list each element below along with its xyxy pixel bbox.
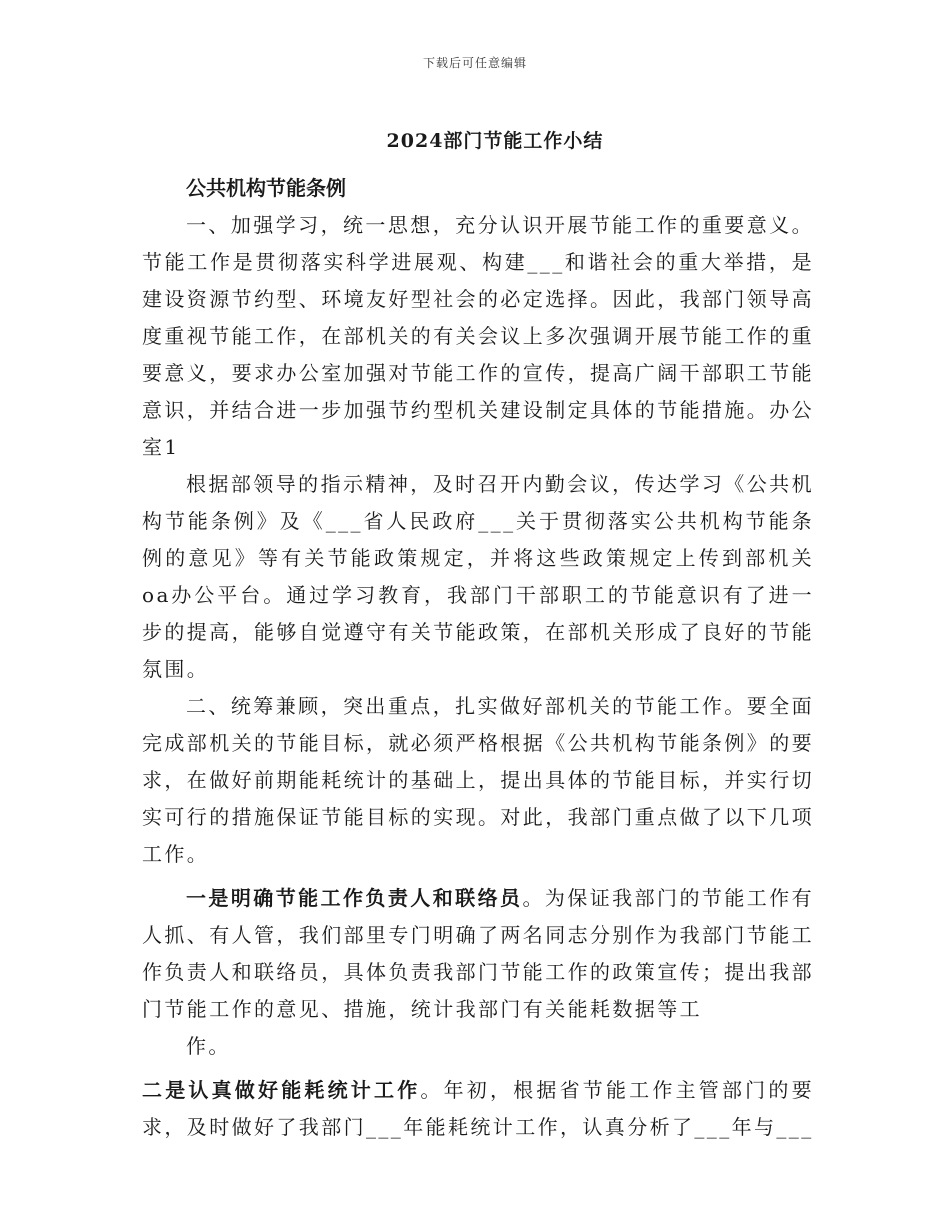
paragraph-4-tail: 作。	[186, 1034, 231, 1058]
document-title: 2024部门节能工作小结	[386, 130, 604, 152]
page-header-note: 下载后可任意编辑	[422, 56, 527, 70]
paragraph-5-lead: 二是认真做好能耗统计工作	[142, 1078, 421, 1102]
paragraph-4-text: 。为保证我部门的节能工作有人抓、有人管，我们部里专门明确了两名同志分别作为我部门节能工作负责人和联络员，具体负责我部门节能工作的政策宣传；提出我部门节能工作的意见、措施，统计我部门有关能耗数据等工	[142, 886, 815, 1021]
paragraph-3: 二、统筹兼顾，突出重点，扎实做好部机关的节能工作。要全面完成部机关的节能目标，就必须严格根据《公共机构节能条例》的要求，在做好前期能耗统计的基础上，提出具体的节能目标，并实行切实可行的措施保证节能目标的实现。对此，我部门重点做了以下几项工作。	[142, 694, 814, 866]
paragraph-5-text: 。年初，根据省节能工作主管部门的要求，及时做好了我部门___年能耗统计工作，认真分析了___年与___	[142, 1078, 814, 1139]
document-body	[142, 170, 814, 1146]
paragraph-1: 一、加强学习，统一思想，充分认识开展节能工作的重要意义。节能工作是贯彻落实科学进展观、构建___和谐社会的重大举措，是建设资源节约型、环境友好型社会的必定选择。因此，我部门领导高度重视节能工作，在部机关的有关会议上多次强调开展节能工作的重要意义，要求办公室加强对节能工作的宣传，提高广阔干部职工节能意识，并结合进一步加强节约型机关建设制定具体的节能措施。办公室1	[142, 213, 814, 459]
paragraph-5	[142, 1072, 814, 1146]
paragraph-4-lead: 一是明确节能工作负责人和联络员	[186, 886, 523, 910]
paragraph-4	[142, 880, 814, 1028]
paragraph-2: 根据部领导的指示精神，及时召开内勤会议，传达学习《公共机构节能条例》及《___省人民政府___关于贯彻落实公共机构节能条例的意见》等有关节能政策规定，并将这些政策规定上传到部机关oa办公平台。通过学习教育，我部门干部职工的节能意识有了进一步的提高，能够自觉遵守有关节能政策，在部机关形成了良好的节能氛围。	[142, 472, 814, 681]
section-heading: 公共机构节能条例	[186, 176, 346, 200]
